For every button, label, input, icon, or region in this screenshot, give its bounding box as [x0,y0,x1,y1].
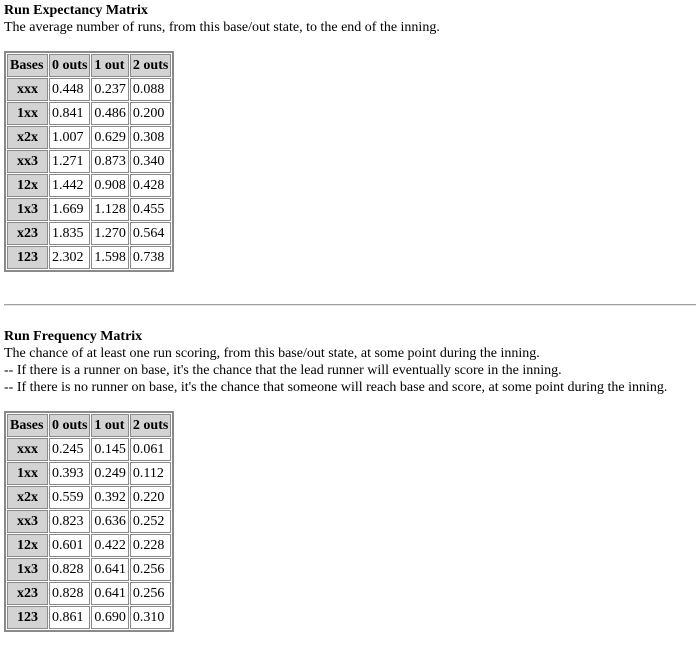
row-header-bases: xxx [7,78,48,101]
row-header-bases: 1xx [7,462,48,485]
table-row [7,534,171,557]
table-row [7,102,171,125]
column-header-2-outs: 2 outs [130,414,171,437]
row-header-bases: xx3 [7,510,48,533]
row-header-bases: 1xx [7,102,48,125]
table-row [7,606,171,629]
column-header-0-outs: 0 outs [49,54,90,77]
section-title: Run Expectancy Matrix [4,3,148,18]
table-cell: 1.271 [49,150,90,173]
table-row [7,438,171,461]
table-cell: 0.636 [91,510,129,533]
table-cell: 0.308 [130,126,171,149]
row-header-bases: 12x [7,534,48,557]
table-cell: 0.641 [91,582,129,605]
row-header-bases: xxx [7,438,48,461]
column-header-1-out: 1 out [91,414,129,437]
row-header-bases: 1x3 [7,558,48,581]
table-cell: 0.422 [91,534,129,557]
table-cell: 0.428 [130,174,171,197]
row-header-bases: 123 [7,606,48,629]
table-cell: 0.237 [91,78,129,101]
table-row [7,174,171,197]
table-cell: 0.823 [49,510,90,533]
table-cell: 0.392 [91,486,129,509]
row-header-bases: 123 [7,246,48,269]
section-description: The chance of at least one run scoring, from this base/out state, at some point during the inning. [4,346,540,361]
table-cell: 0.393 [49,462,90,485]
table-cell: 1.598 [91,246,129,269]
table-cell: 0.088 [130,78,171,101]
table-cell: 0.228 [130,534,171,557]
table-cell: 0.256 [130,558,171,581]
table-cell: 0.112 [130,462,171,485]
row-header-bases: xx3 [7,150,48,173]
table-row [7,126,171,149]
table-cell: 0.564 [130,222,171,245]
table-cell: 0.486 [91,102,129,125]
table-cell: 0.448 [49,78,90,101]
table-cell: 0.601 [49,534,90,557]
table-cell: 0.828 [49,558,90,581]
table-row [7,222,171,245]
table-cell: 1.442 [49,174,90,197]
run-expectancy-table [4,51,174,272]
table-row [7,510,171,533]
table-cell: 0.310 [130,606,171,629]
table-cell: 0.690 [91,606,129,629]
table-cell: 0.629 [91,126,129,149]
table-cell: 0.455 [130,198,171,221]
table-row [7,582,171,605]
column-header-bases: Bases [7,414,48,437]
table-cell: 0.861 [49,606,90,629]
table-cell: 0.641 [91,558,129,581]
section-title: Run Frequency Matrix [4,329,143,344]
table-row [7,150,171,173]
row-header-bases: x2x [7,126,48,149]
section-description: The average number of runs, from this base/out state, to the end of the inning. [4,20,440,35]
table-cell: 1.669 [49,198,90,221]
table-row [7,246,171,269]
run-expectancy-section [0,0,696,272]
table-cell: 0.738 [130,246,171,269]
table-cell: 0.245 [49,438,90,461]
table-row [7,486,171,509]
table-cell: 1.270 [91,222,129,245]
table-cell: 0.200 [130,102,171,125]
table-header-row [7,54,171,77]
row-header-bases: 12x [7,174,48,197]
run-frequency-section [0,328,696,632]
table-cell: 0.249 [91,462,129,485]
table-cell: 0.873 [91,150,129,173]
table-cell: 0.841 [49,102,90,125]
table-cell: 0.340 [130,150,171,173]
table-cell: 0.908 [91,174,129,197]
table-cell: 0.061 [130,438,171,461]
table-cell: 0.220 [130,486,171,509]
table-cell: 1.835 [49,222,90,245]
table-cell: 0.828 [49,582,90,605]
section-divider [4,304,696,306]
table-cell: 2.302 [49,246,90,269]
table-row [7,558,171,581]
table-cell: 0.559 [49,486,90,509]
table-row [7,78,171,101]
row-header-bases: x2x [7,486,48,509]
table-cell: 0.252 [130,510,171,533]
column-header-bases: Bases [7,54,48,77]
column-header-0-outs: 0 outs [49,414,90,437]
table-row [7,462,171,485]
column-header-1-out: 1 out [91,54,129,77]
table-cell: 1.128 [91,198,129,221]
table-cell: 1.007 [49,126,90,149]
run-frequency-table [4,411,174,632]
table-cell: 0.145 [91,438,129,461]
row-header-bases: x23 [7,582,48,605]
section-note: -- If there is no runner on base, it's the chance that someone will reach base and score, at some point during the inning. [4,380,668,395]
table-cell: 0.256 [130,582,171,605]
row-header-bases: 1x3 [7,198,48,221]
section-note: -- If there is a runner on base, it's the chance that the lead runner will eventually score in the inning. [4,363,562,378]
table-header-row [7,414,171,437]
row-header-bases: x23 [7,222,48,245]
column-header-2-outs: 2 outs [130,54,171,77]
table-row [7,198,171,221]
